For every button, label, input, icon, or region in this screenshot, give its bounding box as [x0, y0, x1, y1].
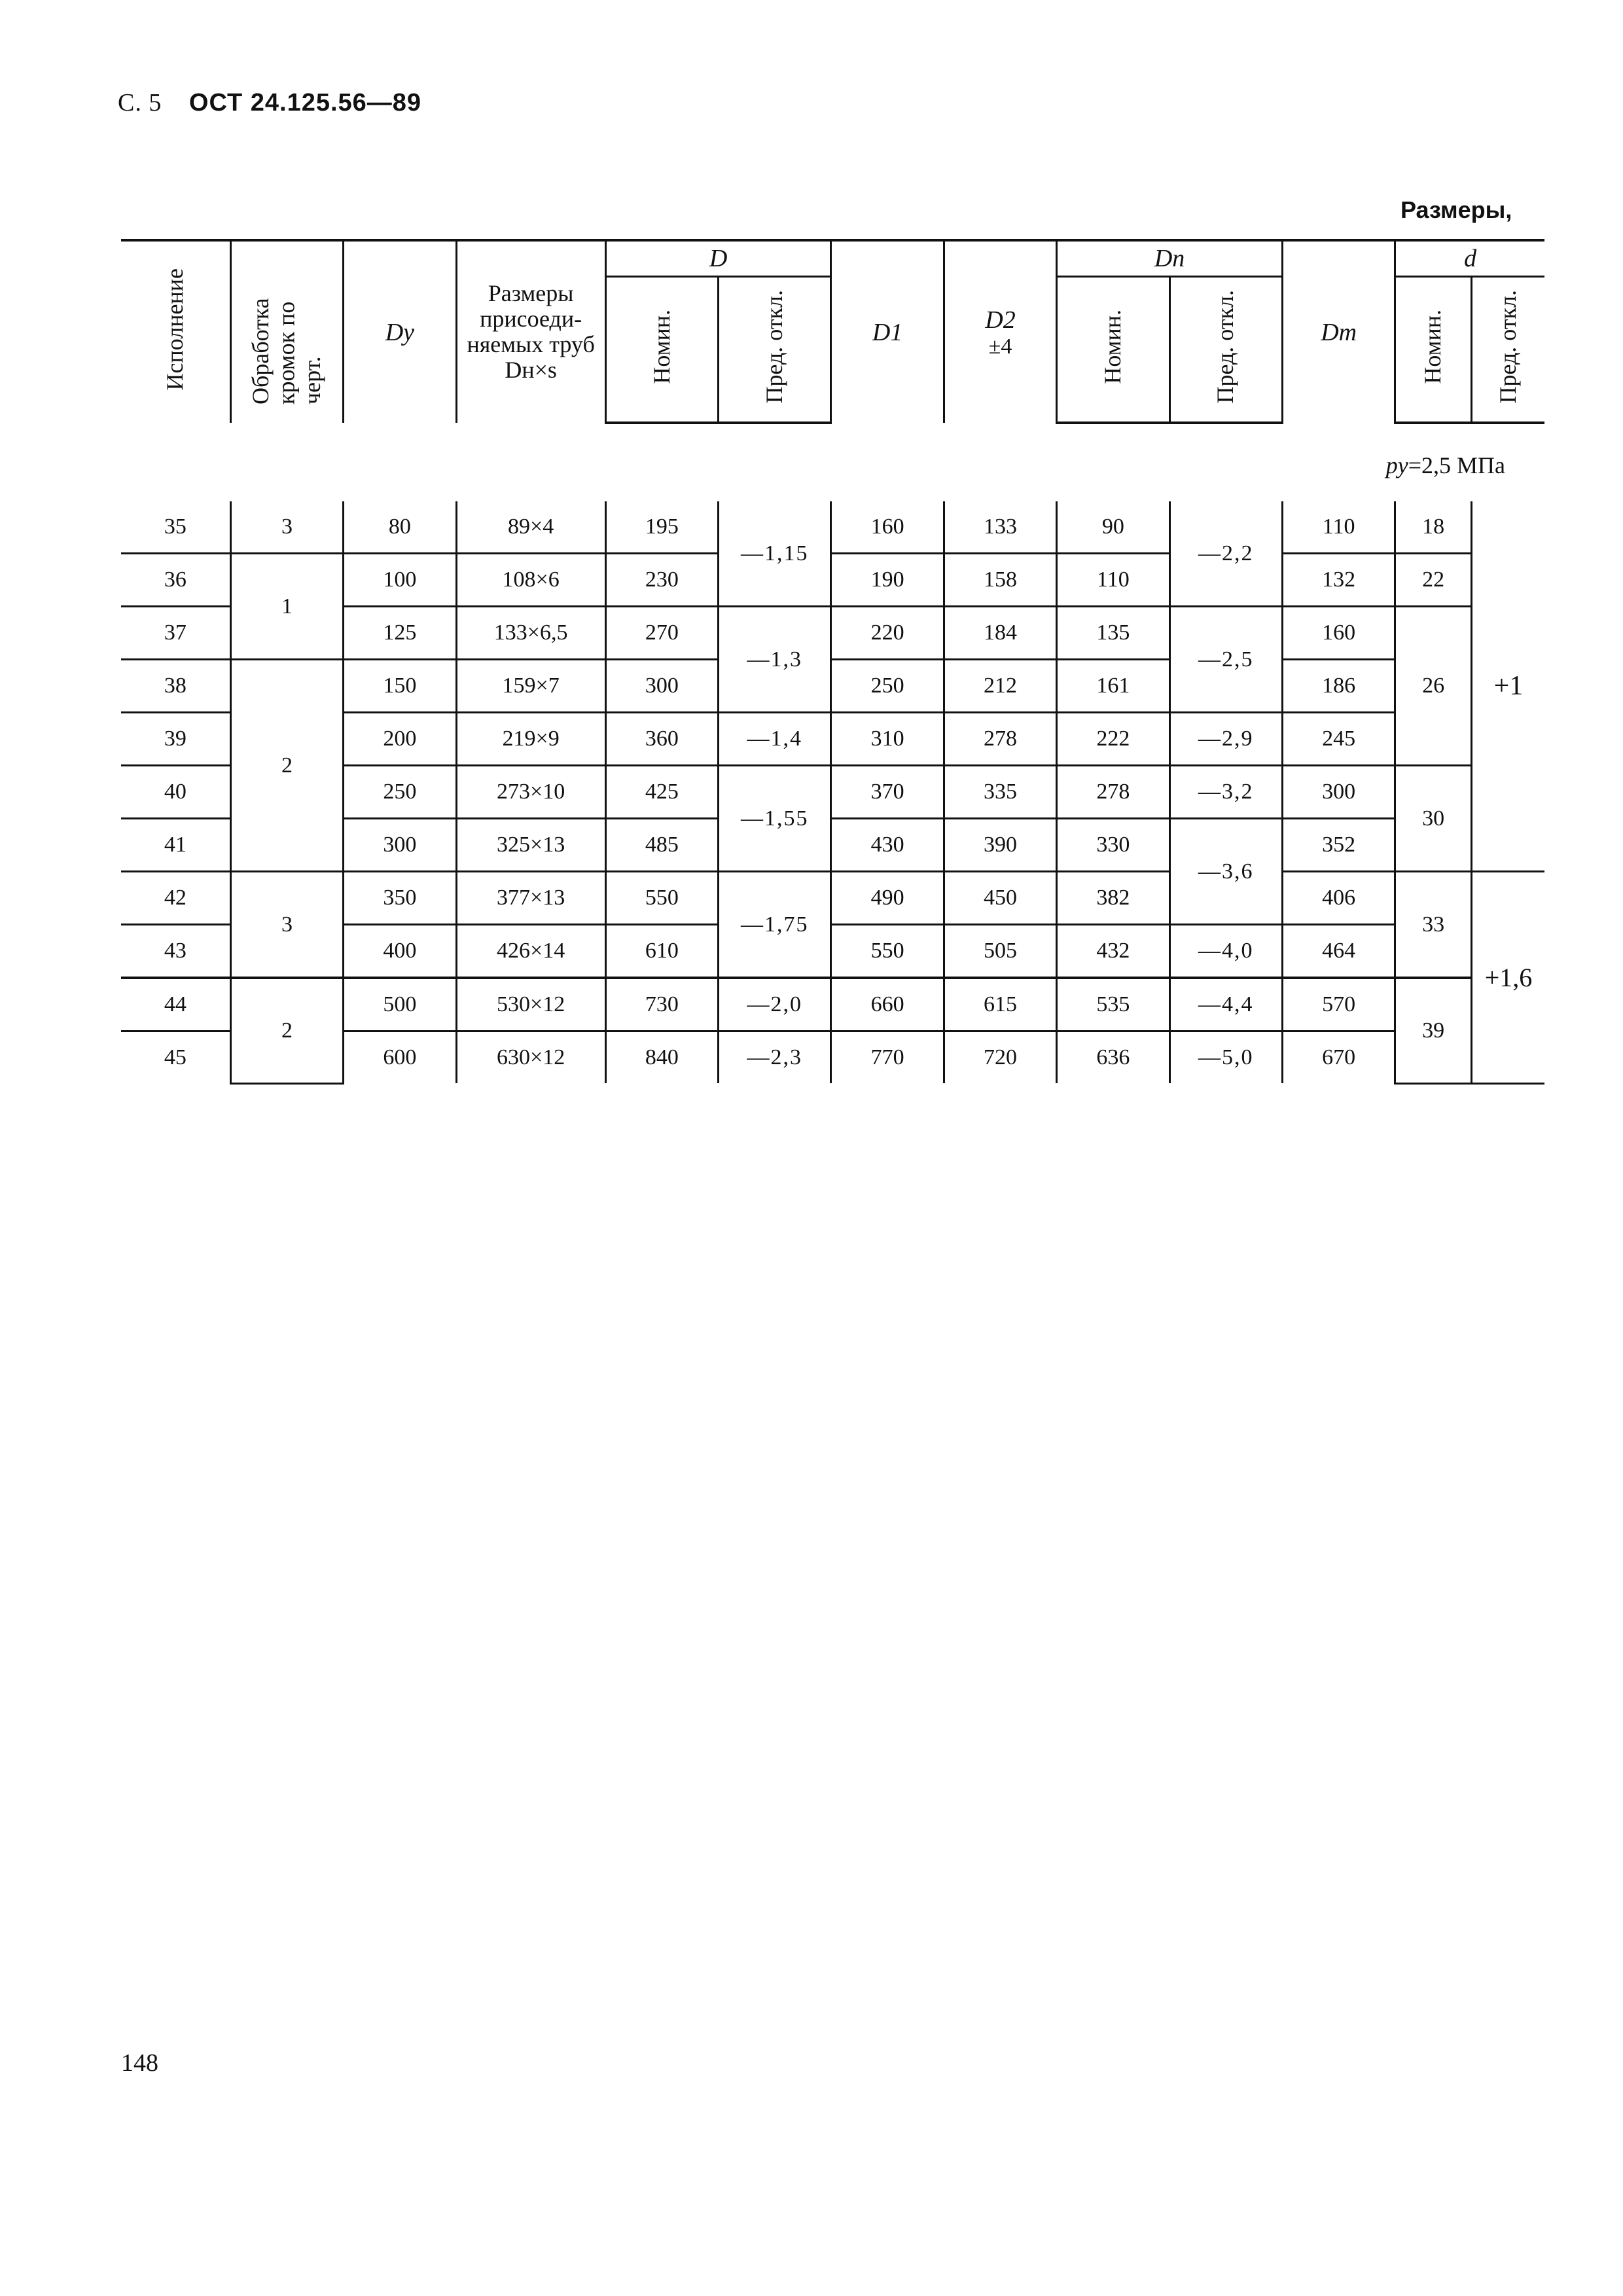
table-cell: 125 — [344, 607, 456, 660]
table-row — [121, 978, 1544, 1031]
table-cell: 160 — [831, 501, 944, 554]
table-cell: 39 — [1395, 978, 1472, 1083]
table-cell: 273×10 — [456, 766, 605, 819]
table-cell: 300 — [344, 819, 456, 872]
col-d-nominal: Номин. — [605, 277, 718, 423]
page-number: 148 — [121, 2049, 158, 2077]
table-cell: 89×4 — [456, 501, 605, 554]
table-cell: 159×7 — [456, 660, 605, 713]
col-dy: Dу — [344, 240, 456, 423]
table-cell: —1,3 — [719, 607, 831, 713]
table-cell: —2,3 — [719, 1031, 831, 1084]
table-cell: 245 — [1282, 713, 1395, 766]
table-cell: 195 — [605, 501, 718, 554]
table-cell: 1 — [230, 554, 343, 660]
table-cell: 530×12 — [456, 978, 605, 1031]
table-cell: 352 — [1282, 819, 1395, 872]
table-cell: 37 — [121, 607, 230, 660]
table-cell: 610 — [605, 925, 718, 978]
table-cell: 133×6,5 — [456, 607, 605, 660]
table-cell: 80 — [344, 501, 456, 554]
table-cell: 406 — [1282, 872, 1395, 925]
table-cell: 550 — [605, 872, 718, 925]
table-cell: 350 — [344, 872, 456, 925]
table-row — [121, 554, 1544, 607]
table-cell: 426×14 — [456, 925, 605, 978]
col-d-small-nominal: Номин. — [1395, 277, 1472, 423]
table-cell: 42 — [121, 872, 230, 925]
table-cell: 670 — [1282, 1031, 1395, 1084]
table-cell: 615 — [944, 978, 1056, 1031]
dimensions-table — [121, 239, 1544, 1085]
table-cell: 2 — [230, 660, 343, 872]
table-cell: 38 — [121, 660, 230, 713]
table-cell: 270 — [605, 607, 718, 660]
table-cell: 158 — [944, 554, 1056, 607]
col-dn-tolerance: Пред. откл. — [1169, 277, 1282, 423]
spacer-row — [121, 423, 1544, 501]
table-cell: —1,55 — [719, 766, 831, 872]
table-cell: 490 — [831, 872, 944, 925]
pressure-note — [1335, 452, 1505, 479]
table-cell: 660 — [831, 978, 944, 1031]
table-cell: 550 — [831, 925, 944, 978]
table-cell: 278 — [944, 713, 1056, 766]
table-cell: 186 — [1282, 660, 1395, 713]
table-cell: 132 — [1282, 554, 1395, 607]
table-cell: 133 — [944, 501, 1056, 554]
table-cell: —2,9 — [1169, 713, 1282, 766]
table-cell: 278 — [1057, 766, 1169, 819]
col-dm: Dm — [1282, 240, 1395, 423]
table-cell: —1,15 — [719, 501, 831, 607]
standard-code: ОСТ 24.125.56—89 — [188, 89, 422, 117]
table-cell: 35 — [121, 501, 230, 554]
table-cell: —3,6 — [1169, 819, 1282, 925]
table-cell: 600 — [344, 1031, 456, 1084]
table-cell: 39 — [121, 713, 230, 766]
table-row — [121, 501, 1544, 554]
table-cell: 212 — [944, 660, 1056, 713]
table-cell: 464 — [1282, 925, 1395, 978]
table-cell: 108×6 — [456, 554, 605, 607]
table-cell: 300 — [1282, 766, 1395, 819]
table-cell: 325×13 — [456, 819, 605, 872]
table-cell: 44 — [121, 978, 230, 1031]
table-cell: 730 — [605, 978, 718, 1031]
table-cell: 840 — [605, 1031, 718, 1084]
table-cell: 3 — [230, 501, 343, 554]
table-cell: 100 — [344, 554, 456, 607]
table-cell: —4,4 — [1169, 978, 1282, 1031]
table-cell: 3 — [230, 872, 343, 978]
table-cell: 377×13 — [456, 872, 605, 925]
table-cell: 18 — [1395, 501, 1472, 554]
table-cell: 630×12 — [456, 1031, 605, 1084]
table-cell: 485 — [605, 819, 718, 872]
table-cell: +1,6 — [1471, 872, 1544, 1084]
col-d-small-tolerance: Пред. откл. — [1471, 277, 1544, 423]
table-cell: 160 — [1282, 607, 1395, 660]
table-cell: 250 — [831, 660, 944, 713]
table-cell: 220 — [831, 607, 944, 660]
table-cell: —2,2 — [1169, 501, 1282, 607]
table-cell: 400 — [344, 925, 456, 978]
table-cell: —4,0 — [1169, 925, 1282, 978]
table-cell: 390 — [944, 819, 1056, 872]
col-group-d: D — [605, 240, 831, 277]
table-cell: 110 — [1282, 501, 1395, 554]
table-cell: —2,5 — [1169, 607, 1282, 713]
table-cell: 43 — [121, 925, 230, 978]
table-cell: 535 — [1057, 978, 1169, 1031]
col-d1: D1 — [831, 240, 944, 423]
table-cell: 36 — [121, 554, 230, 607]
col-pipe-sizes: Размеры присоеди-няемых труб Dн×s — [456, 240, 605, 423]
table-cell: 200 — [344, 713, 456, 766]
col-dn-nominal: Номин. — [1057, 277, 1169, 423]
table-cell: 450 — [944, 872, 1056, 925]
table-cell: 161 — [1057, 660, 1169, 713]
table-cell: 184 — [944, 607, 1056, 660]
table-cell: —5,0 — [1169, 1031, 1282, 1084]
table-cell: 22 — [1395, 554, 1472, 607]
table-cell: 219×9 — [456, 713, 605, 766]
table-cell: 250 — [344, 766, 456, 819]
table-cell: 26 — [1395, 607, 1472, 766]
table-cell: 425 — [605, 766, 718, 819]
col-group-d-small: d — [1395, 240, 1544, 277]
table-cell: 335 — [944, 766, 1056, 819]
table-cell: 370 — [831, 766, 944, 819]
pressure-value: =2,5 МПа — [1408, 452, 1505, 478]
table-cell: 505 — [944, 925, 1056, 978]
table-cell: 230 — [605, 554, 718, 607]
table-cell: +1 — [1471, 501, 1544, 872]
table-cell: —3,2 — [1169, 766, 1282, 819]
table-row — [121, 872, 1544, 925]
table-cell: 430 — [831, 819, 944, 872]
table-cell: —2,0 — [719, 978, 831, 1031]
table-cell: 360 — [605, 713, 718, 766]
col-edge-processing: Обработка кромок по черт. — [230, 240, 343, 423]
table-cell: 570 — [1282, 978, 1395, 1031]
table-cell: 2 — [230, 978, 343, 1083]
table-cell: 330 — [1057, 819, 1169, 872]
col-d2: D2 ±4 — [944, 240, 1056, 423]
dimensions-label: Размеры, — [1400, 196, 1512, 223]
table-cell: 110 — [1057, 554, 1169, 607]
page-label: С. 5 — [118, 89, 162, 117]
col-group-dn: Dn — [1057, 240, 1283, 277]
table-cell: 222 — [1057, 713, 1169, 766]
table-cell: 770 — [831, 1031, 944, 1084]
table-cell: 190 — [831, 554, 944, 607]
table-cell: 45 — [164, 1045, 187, 1069]
table-cell: 432 — [1057, 925, 1169, 978]
table-cell: —1,75 — [719, 872, 831, 978]
table-cell: 382 — [1057, 872, 1169, 925]
table-cell: 300 — [605, 660, 718, 713]
table-cell: 41 — [121, 819, 230, 872]
table-cell: 90 — [1057, 501, 1169, 554]
pressure-symbol: pу — [1385, 452, 1408, 478]
table-cell: 636 — [1057, 1031, 1169, 1084]
table-cell: —1,4 — [719, 713, 831, 766]
page-header — [118, 88, 421, 117]
table-cell: 33 — [1395, 872, 1472, 978]
table-row — [121, 660, 1544, 713]
table-cell: 30 — [1395, 766, 1472, 872]
col-execution: Исполнение — [121, 240, 230, 423]
table-cell: 310 — [831, 713, 944, 766]
table-cell: 135 — [1057, 607, 1169, 660]
table-cell: 40 — [121, 766, 230, 819]
table-cell: 720 — [944, 1031, 1056, 1084]
table-cell: 150 — [344, 660, 456, 713]
table-cell: 500 — [344, 978, 456, 1031]
col-d-tolerance: Пред. откл. — [719, 277, 831, 423]
